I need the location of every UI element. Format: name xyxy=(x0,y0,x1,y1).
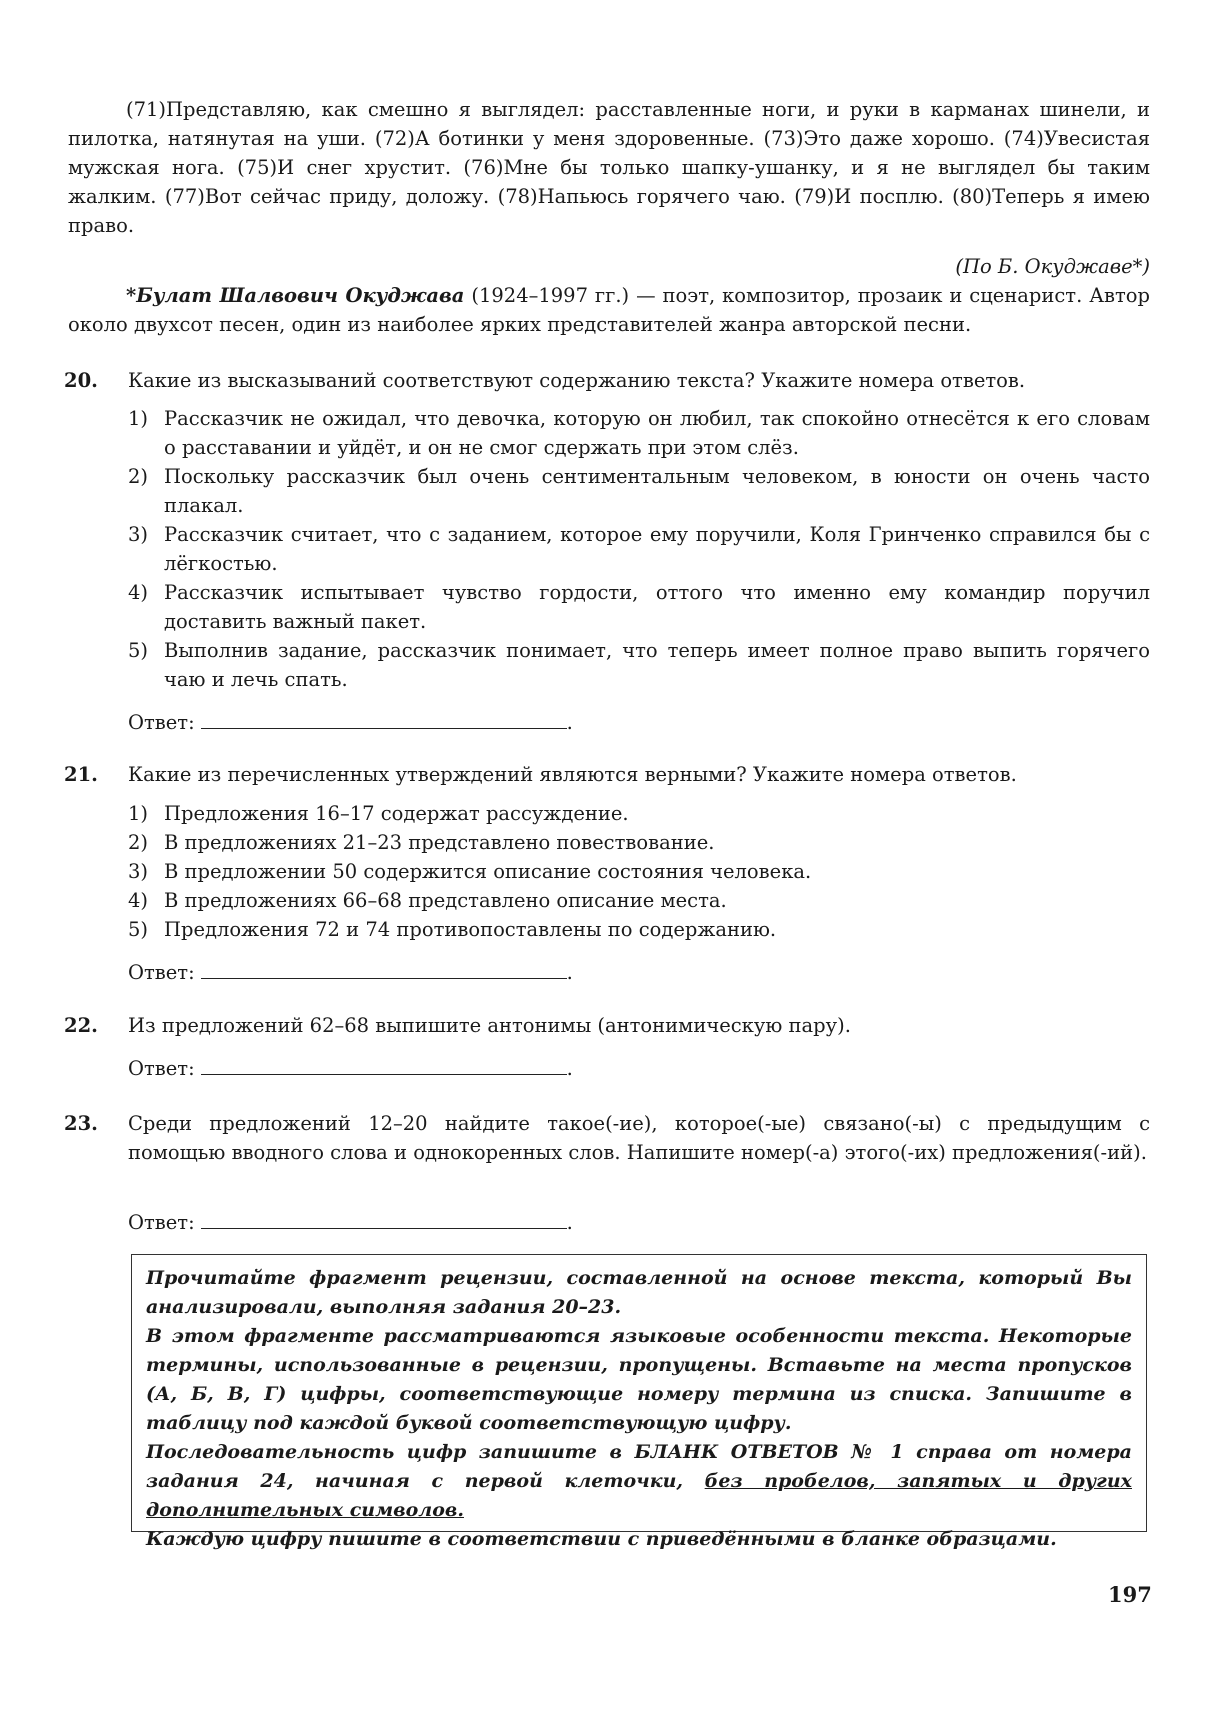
question-23-number: 23. xyxy=(64,1112,98,1135)
option-number: 5) xyxy=(128,918,149,941)
question-21-option-1 xyxy=(128,799,1150,828)
question-21-answer: Ответ: . xyxy=(128,958,573,987)
option-text: Рассказчик считает, что с заданием, которое ему поручили, Коля Гринченко справился бы с лёгкостью. xyxy=(164,523,1150,575)
option-text: Предложения 72 и 74 противопоставлены по содержанию. xyxy=(164,918,777,941)
instruction-box xyxy=(131,1254,1147,1550)
author-footnote xyxy=(68,281,1150,339)
answer-line[interactable] xyxy=(201,1054,567,1075)
option-number: 5) xyxy=(128,639,149,662)
question-20-option-5 xyxy=(128,636,1150,694)
passage-source: (По Б. Окуджаве*) xyxy=(955,255,1150,278)
question-21-option-4 xyxy=(128,886,1150,915)
answer-line[interactable] xyxy=(201,1208,567,1229)
answer-label: Ответ: xyxy=(128,1057,195,1080)
option-number: 3) xyxy=(128,860,149,883)
passage-text: (71)Представляю, как смешно я выглядел: расставленные ноги, и руки в карманах шинели, и пилотка, натянутая на уши. (72)А ботинки у меня здоровенные. (73)Это даже хорошо. (74)Увесистая мужская нога. (75)И снег хрустит. (76)Мне бы только шапку-ушанку, и я не выглядел бы таким жалким. (77)Вот сейчас приду, доложу. (78)Напьюсь горячего чаю. (79)И посплю. (80)Теперь я имею право. xyxy=(68,98,1150,237)
question-21-number: 21. xyxy=(64,763,98,786)
question-20-option-1 xyxy=(128,404,1150,462)
answer-line[interactable] xyxy=(201,708,567,729)
option-number: 1) xyxy=(128,802,149,825)
instruction-paragraph-3 xyxy=(146,1438,1132,1525)
instruction-paragraph-1: Прочитайте фрагмент рецензии, составленной на основе текста, который Вы анализировали, выполняя задания 20–23. xyxy=(146,1267,1132,1318)
answer-label: Ответ: xyxy=(128,1211,195,1234)
option-number: 1) xyxy=(128,407,149,430)
option-text: Рассказчик испытывает чувство гордости, оттого что именно ему командир поручил доставить важный пакет. xyxy=(164,581,1150,633)
option-number: 3) xyxy=(128,523,149,546)
option-number: 4) xyxy=(128,889,149,912)
option-number: 4) xyxy=(128,581,149,604)
instruction-paragraph-2: В этом фрагменте рассматриваются языковые особенности текста. Некоторые термины, использованные в рецензии, пропущены. Вставьте на места пропусков (А, Б, В, Г) цифры, соответствующие номеру термина из списка. Запишите в таблицу под каждой буквой соответствующую цифру. xyxy=(146,1325,1132,1434)
question-22-answer: Ответ: . xyxy=(128,1054,573,1083)
question-23-text: Среди предложений 12–20 найдите такое(-ие), которое(-ые) связано(-ы) с предыдущим с помощью вводного слова и однокоренных слов. Напишите номер(-а) этого(-их) предложения(-ий). xyxy=(128,1112,1150,1164)
question-20-answer: Ответ: . xyxy=(128,708,573,737)
option-text: Предложения 16–17 содержат рассуждение. xyxy=(164,802,629,825)
option-text: В предложениях 66–68 представлено описание места. xyxy=(164,889,727,912)
question-20-number: 20. xyxy=(64,369,98,392)
option-text: Поскольку рассказчик был очень сентиментальным человеком, в юности он очень часто плакал. xyxy=(164,465,1150,517)
option-text: В предложении 50 содержится описание состояния человека. xyxy=(164,860,812,883)
instruction-underlined-text: без пробелов, запятых и других дополнительных символов. xyxy=(146,1470,1132,1521)
option-text: Выполнив задание, рассказчик понимает, что теперь имеет полное право выпить горячего чаю и лечь спать. xyxy=(164,639,1150,691)
author-name: *Булат Шалвович Окуджава xyxy=(126,284,465,307)
instruction-paragraph-4: Каждую цифру пишите в соответствии с приведёнными в бланке образцами. xyxy=(146,1528,1057,1550)
question-21-option-2 xyxy=(128,828,1150,857)
answer-line[interactable] xyxy=(201,958,567,979)
answer-label: Ответ: xyxy=(128,961,195,984)
question-21-option-3 xyxy=(128,857,1150,886)
option-text: Рассказчик не ожидал, что девочка, которую он любил, так спокойно отнесётся к его словам о расставании и уйдёт, и он не смог сдержать при этом слёз. xyxy=(164,407,1150,459)
page-number: 197 xyxy=(1108,1582,1152,1607)
answer-label: Ответ: xyxy=(128,711,195,734)
question-23-answer: Ответ: . xyxy=(128,1208,573,1237)
option-number: 2) xyxy=(128,465,149,488)
question-20-option-3 xyxy=(128,520,1150,578)
question-20-option-4 xyxy=(128,578,1150,636)
question-20-text: Какие из высказываний соответствуют содержанию текста? Укажите номера ответов. xyxy=(128,369,1026,392)
question-20-option-2 xyxy=(128,462,1150,520)
option-text: В предложениях 21–23 представлено повествование. xyxy=(164,831,715,854)
option-number: 2) xyxy=(128,831,149,854)
author-bio: (1924–1997 гг.) — поэт, композитор, прозаик и сценарист. Автор около двухсот песен, один из наиболее ярких представителей жанра авторской песни. xyxy=(68,284,1150,336)
question-21-text: Какие из перечисленных утверждений являются верными? Укажите номера ответов. xyxy=(128,763,1017,786)
question-22-number: 22. xyxy=(64,1014,98,1037)
question-22-text: Из предложений 62–68 выпишите антонимы (антонимическую пару). xyxy=(128,1014,851,1037)
instruction-paragraph-3-start: Последовательность цифр запишите в БЛАНК ОТВЕТОВ № 1 справа от номера задания 24, начиная с первой клеточки, xyxy=(146,1441,1132,1492)
question-21-option-5 xyxy=(128,915,1150,944)
